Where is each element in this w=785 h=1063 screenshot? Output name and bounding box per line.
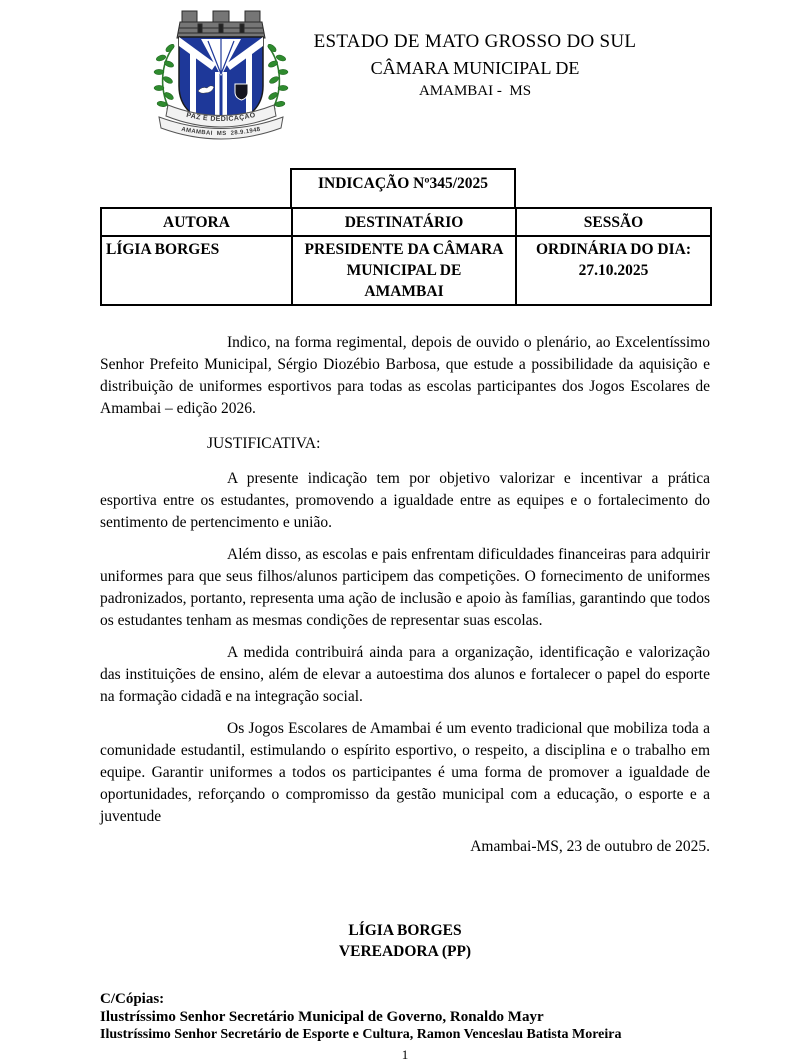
signature-block (100, 920, 710, 962)
chamber-name: CÂMARA MUNICIPAL DE (370, 57, 580, 78)
table-data-row (101, 236, 711, 305)
body-paragraph: Além disso, as escolas e pais enfrentam dificuldades financeiras para adquirir uniformes para que seus filhos/alunos participem das competições. O fornecimento de uniformes padronizados, portanto, representa uma ação de inclusão e apoio às famílias, garantindo que todos os estudantes tenham as mesmas condições de representar suas escolas. (100, 546, 710, 629)
sessao-line: 27.10.2025 (578, 262, 649, 279)
page-number: 1 (401, 1047, 409, 1062)
destinatario-line: PRESIDENTE DA CÂMARA (304, 241, 504, 258)
body-paragraph: A medida contribuirá ainda para a organização, identificação e valorização das instituições de ensino, além de elevar a autoestima dos alunos e fortalecer o papel do esporte na formação cidadã e na integração social. (100, 644, 710, 705)
state-name: ESTADO DE MATO GROSSO DO SUL (313, 31, 637, 52)
destinatario-line: MUNICIPAL DE (346, 262, 462, 279)
col-header-autora: AUTORA (101, 208, 292, 236)
city-name: AMAMBAI - MS (418, 83, 532, 100)
destinatario-line: AMAMBAI (364, 283, 444, 300)
copies-block (100, 990, 710, 1044)
body-paragraph: A presente indicação tem por objetivo valorizar e incentivar a prática esportiva entre os estudantes, promovendo a igualdade entre as equipes e o fortalecimento do sentimento de pertencimento e união. (100, 470, 710, 531)
sessao-line: ORDINÁRIA DO DIA: (535, 241, 691, 258)
sessao-cell (516, 236, 711, 305)
document-body (100, 332, 710, 856)
inner-shield-icon (235, 84, 248, 100)
motto-subscript-text: AMAMBAI MS 28.9.1948 (180, 126, 262, 138)
info-table (100, 207, 712, 306)
letterhead-text (250, 30, 700, 101)
signer-role: VEREADORA (PP) (338, 943, 472, 960)
col-header-destinatario: DESTINATÁRIO (292, 208, 516, 236)
laurel-branch-left-icon (154, 43, 177, 116)
table-header-row (101, 208, 711, 236)
letterhead (0, 0, 785, 158)
col-header-sessao: SESSÃO (516, 208, 711, 236)
signer-name: LÍGIA BORGES (348, 922, 462, 939)
copy-recipient: Ilustríssimo Senhor Secretário de Esporte e Cultura, Ramon Venceslau Batista Moreira (100, 1027, 622, 1042)
intro-paragraph: Indico, na forma regimental, depois de ouvido o plenário, ao Excelentíssimo Senhor Prefeito Municipal, Sérgio Diozébio Barbosa, que estude a possibilidade da aquisição e distribuição de uniformes esportivos para todas as escolas participantes dos Jogos Escolares de Amambai – edição 2026. (100, 334, 710, 417)
date-line: Amambai-MS, 23 de outubro de 2025. (470, 838, 710, 855)
author-cell: LÍGIA BORGES (101, 236, 292, 305)
document-title: INDICAÇÃO Nº345/2025 (290, 168, 516, 207)
destinatario-cell (292, 236, 516, 305)
copy-recipient: Ilustríssimo Senhor Secretário Municipal de Governo, Ronaldo Mayr (100, 1009, 544, 1025)
justificativa-label: JUSTIFICATIVA: (207, 435, 321, 452)
motto-text: PAZ E DEDICAÇÃO (185, 111, 257, 124)
document-content (0, 168, 785, 1063)
copies-label: C/Cópias: (100, 991, 165, 1007)
body-paragraph: Os Jogos Escolares de Amambai é um evento tradicional que mobiliza toda a comunidade estudantil, estimulando o espírito esportivo, o respeito, a disciplina e o trabalho em equipe. Garantir uniformes a todos os participantes é uma forma de promover a igualdade de oportunidades, reforçando o compromisso da gestão municipal com a educação, o esporte e a juventude (100, 720, 710, 825)
